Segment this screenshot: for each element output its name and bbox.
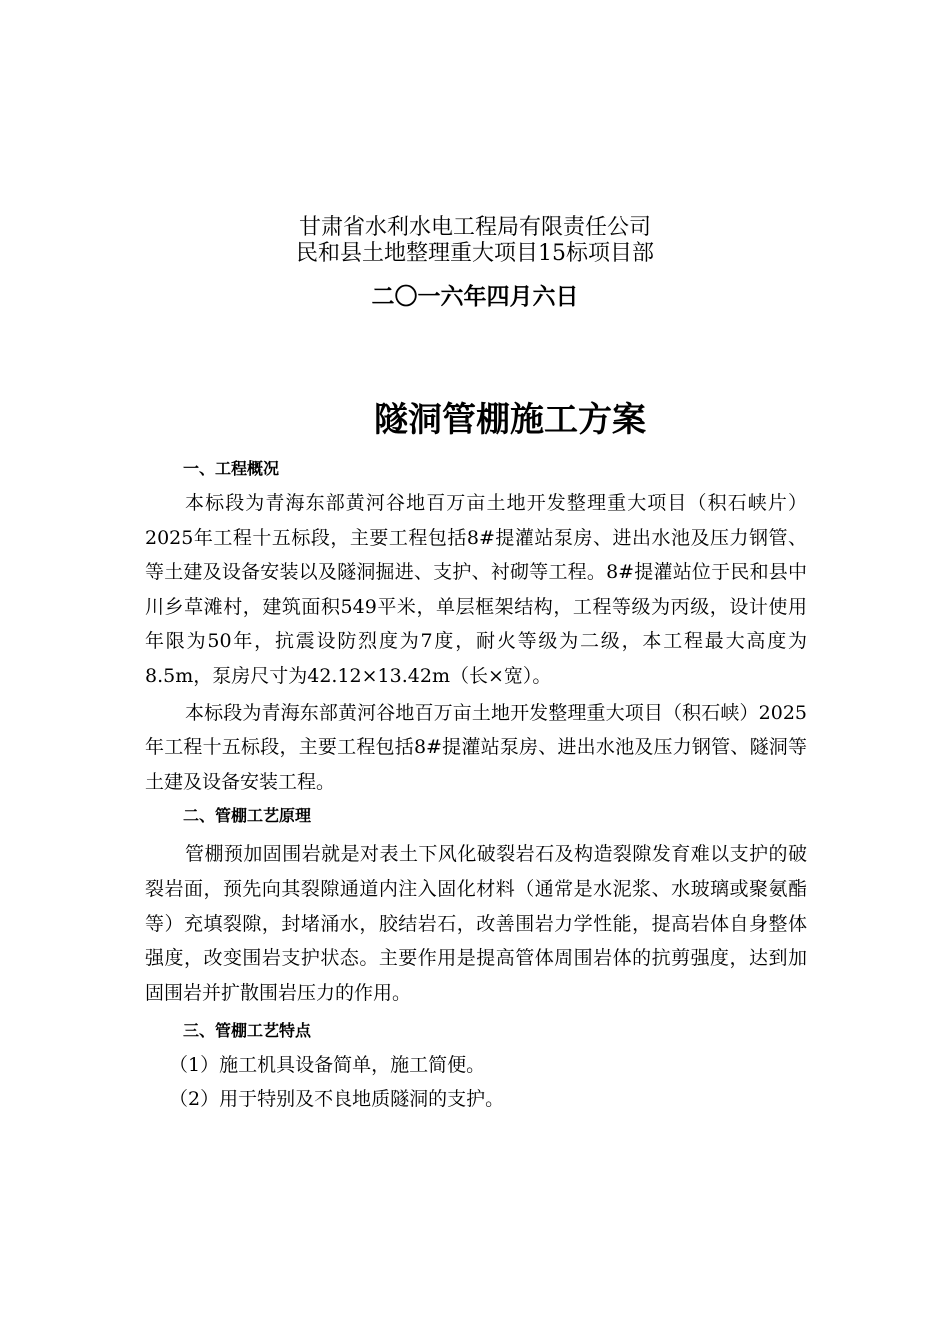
- overview-paragraph-2: 本标段为青海东部黄河谷地百万亩土地开发整理重大项目（积石峡）2025年工程十五标段，主要工程包括8#提灌站泵房、进出水池及压力钢管、隧洞等土建及设备安装工程。: [145, 701, 807, 793]
- list-item: （2）用于特别及不良地质隧洞的支护。: [169, 1088, 505, 1111]
- overview-paragraph-1: 本标段为青海东部黄河谷地百万亩土地开发整理重大项目（积石峡片）2025年工程十五标段，主要工程包括8#提灌站泵房、进出水池及压力钢管、等土建及设备安装以及隧洞掘进、支护、衬砌等工程。8#提灌站位于民和县中川乡草滩村，建筑面积549平米，单层框架结构，工程等级为丙级，设计使用年限为50年，抗震设防烈度为7度，耐火等级为二级，本工程最大高度为8.5m，泵房尺寸为42.12×13.42m（长×宽）。: [145, 492, 807, 687]
- document-title: 隧洞管棚施工方案: [374, 400, 646, 440]
- section-heading-overview: 一、工程概况: [183, 459, 280, 478]
- document-body: [145, 454, 807, 1116]
- company-name: 甘肃省水利水电工程局有限责任公司: [298, 215, 651, 240]
- project-department: 民和县土地整理重大项目15标项目部: [296, 241, 654, 266]
- section-heading-principle: 二、管棚工艺原理: [183, 806, 312, 826]
- list-item: （1）施工机具设备简单，施工简便。: [169, 1054, 486, 1077]
- principle-paragraph: 管棚预加固围岩就是对表土下风化破裂岩石及构造裂隙发育难以支护的破裂岩面，预先向其裂隙通道内注入固化材料（通常是水泥浆、水玻璃或聚氨酯等）充填裂隙，封堵涌水，胶结岩石，改善围岩力学性能，提高岩体自身整体强度，改变围岩支护状态。主要作用是提高管体周围岩体的抗剪强度，达到加固围岩并扩散围岩压力的作用。: [145, 843, 807, 1004]
- document-date: 二〇一六年四月六日: [371, 284, 579, 310]
- section-heading-features: 三、管棚工艺特点: [183, 1021, 312, 1041]
